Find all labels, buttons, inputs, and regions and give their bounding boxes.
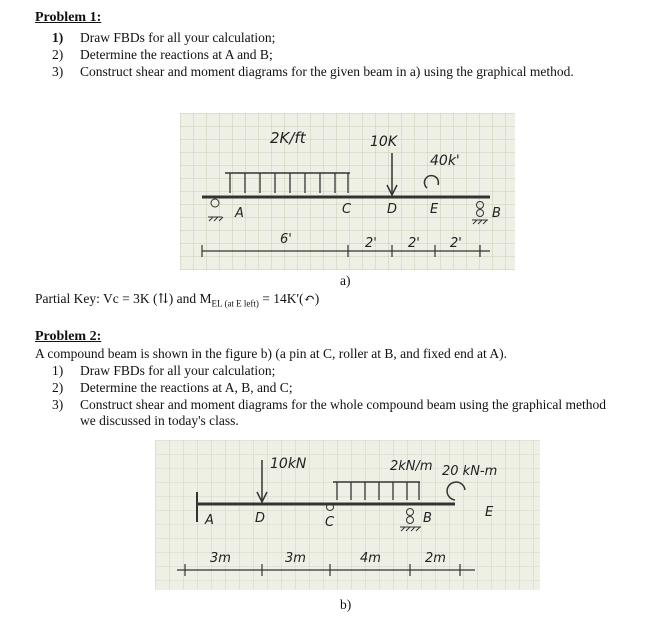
point-label-a: A: [205, 513, 214, 528]
point-load-label: 10kN: [270, 456, 307, 472]
figure-a: [180, 113, 515, 270]
dim-label-3: 2': [408, 236, 420, 251]
point-label-d: D: [255, 511, 266, 526]
partial-key: [35, 291, 319, 309]
dim-label-1: 3m: [210, 551, 231, 566]
item-text: Draw FBDs for all your calculation;: [80, 30, 276, 45]
item-text: Determine the reactions at A and B;: [80, 47, 273, 62]
dim-label-4: 2': [450, 236, 462, 251]
item-text: Determine the reactions at A, B, and C;: [80, 380, 293, 395]
point-label-c: C: [325, 515, 335, 530]
point-label-b: B: [492, 206, 501, 221]
dim-label-4: 2m: [425, 551, 446, 566]
dim-label-1: 6': [280, 232, 292, 247]
key-close: ): [314, 291, 320, 306]
dim-label-2: 3m: [285, 551, 306, 566]
moment-label: 40k': [430, 153, 460, 169]
dim-label-2: 2': [365, 236, 377, 251]
problem1-item-3: [52, 64, 612, 80]
dim-label-3: 4m: [360, 551, 381, 566]
item-number: 3): [52, 64, 64, 79]
point-label-e: E: [485, 505, 494, 520]
problem2-title: Problem 2:: [35, 329, 102, 344]
figure-b: [155, 440, 540, 590]
point-label-d: D: [387, 202, 398, 217]
beam-diagram-a: [180, 113, 515, 270]
item-number: 1): [52, 30, 64, 45]
point-label-a: A: [235, 206, 244, 221]
point-label-e: E: [430, 202, 439, 217]
point-load-label: 10K: [370, 134, 397, 150]
problem2-intro: A compound beam is shown in the figure b) (a pin at C, roller at B, and fixed end at A).: [35, 346, 508, 361]
key-subscript: EL (at E left): [211, 298, 259, 309]
item-text: Draw FBDs for all your calculation;: [80, 363, 276, 378]
problem2-item-3: [52, 397, 622, 429]
point-label-b: B: [423, 511, 432, 526]
distributed-load-label: 2kN/m: [390, 459, 433, 474]
item-number: 2): [52, 380, 64, 395]
moment-label: 20 kN-m: [442, 464, 498, 479]
item-number: 1): [52, 363, 64, 378]
shear-sign-icon: ⇅: [157, 291, 169, 306]
key-mid: ) and M: [168, 291, 212, 306]
point-label-c: C: [342, 202, 352, 217]
figure-a-caption: a): [340, 273, 351, 288]
key-suffix: = 14K'(: [258, 291, 304, 306]
problem1-title: Problem 1:: [35, 10, 102, 25]
problem2-item-1: [52, 363, 275, 379]
problem1-item-1: [52, 30, 275, 46]
moment-sign-icon: ↶: [303, 291, 315, 306]
key-prefix: Partial Key: Vc = 3K (: [35, 291, 158, 306]
item-number: 3): [52, 397, 64, 412]
problem2-item-2: [52, 380, 293, 396]
distributed-load-label: 2K/ft: [270, 129, 306, 147]
item-text: Construct shear and moment diagrams for the given beam in a) using the graphical method.: [80, 64, 574, 79]
problem1-item-2: [52, 47, 273, 63]
figure-b-caption: b): [340, 597, 352, 612]
beam-diagram-b: [155, 440, 540, 590]
item-text: Construct shear and moment diagrams for the whole compound beam using the graphical method we discussed in today's class.: [80, 397, 606, 428]
item-number: 2): [52, 47, 64, 62]
